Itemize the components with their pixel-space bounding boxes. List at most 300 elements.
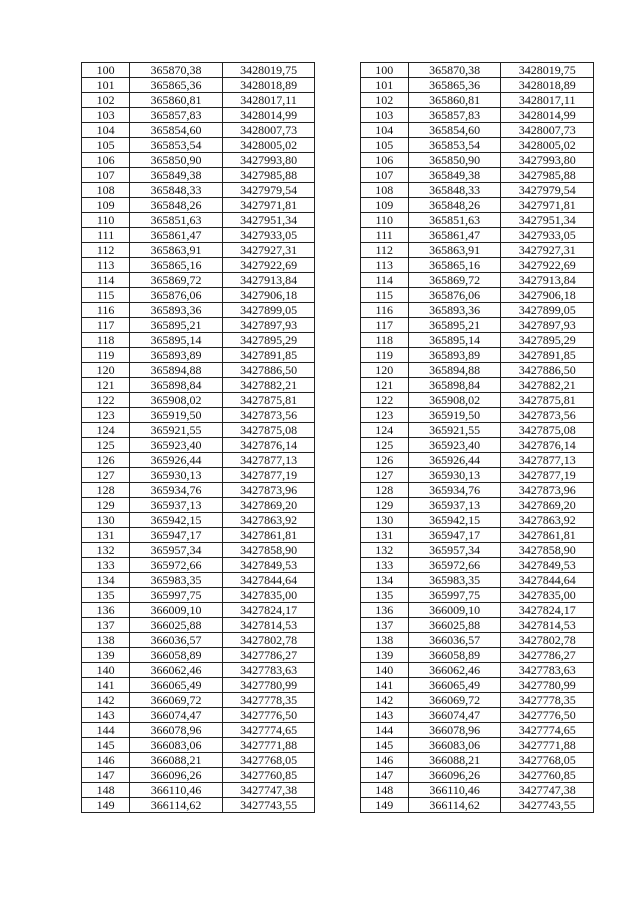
column-gap bbox=[315, 663, 360, 678]
left-y-coordinate-cell: 3428007,73 bbox=[222, 123, 315, 138]
table-row bbox=[82, 153, 594, 168]
column-gap bbox=[315, 783, 360, 798]
left-y-coordinate-cell: 3427899,05 bbox=[222, 303, 315, 318]
right-x-coordinate-cell: 365972,66 bbox=[408, 558, 501, 573]
table-row bbox=[82, 558, 594, 573]
table-row bbox=[82, 618, 594, 633]
column-gap bbox=[315, 798, 360, 813]
table-row bbox=[82, 333, 594, 348]
column-gap bbox=[315, 708, 360, 723]
left-y-coordinate-cell: 3427814,53 bbox=[222, 618, 315, 633]
column-gap bbox=[315, 573, 360, 588]
left-x-coordinate-cell: 365926,44 bbox=[130, 453, 223, 468]
left-y-coordinate-cell: 3427875,08 bbox=[222, 423, 315, 438]
left-y-coordinate-cell: 3427886,50 bbox=[222, 363, 315, 378]
table-row bbox=[82, 663, 594, 678]
table-row bbox=[82, 573, 594, 588]
right-x-coordinate-cell: 365857,83 bbox=[408, 108, 501, 123]
right-x-coordinate-cell: 365860,81 bbox=[408, 93, 501, 108]
right-x-coordinate-cell: 365870,38 bbox=[408, 63, 501, 78]
left-x-coordinate-cell: 365848,26 bbox=[130, 198, 223, 213]
right-point-number-cell: 120 bbox=[360, 363, 408, 378]
right-point-number-cell: 144 bbox=[360, 723, 408, 738]
right-x-coordinate-cell: 365854,60 bbox=[408, 123, 501, 138]
left-y-coordinate-cell: 3427882,21 bbox=[222, 378, 315, 393]
left-y-coordinate-cell: 3427774,65 bbox=[222, 723, 315, 738]
column-gap bbox=[315, 78, 360, 93]
column-gap bbox=[315, 273, 360, 288]
right-x-coordinate-cell: 366069,72 bbox=[408, 693, 501, 708]
right-point-number-cell: 123 bbox=[360, 408, 408, 423]
right-x-coordinate-cell: 365942,15 bbox=[408, 513, 501, 528]
column-gap bbox=[315, 108, 360, 123]
right-y-coordinate-cell: 3427771,88 bbox=[501, 738, 594, 753]
right-y-coordinate-cell: 3427979,54 bbox=[501, 183, 594, 198]
column-gap bbox=[315, 423, 360, 438]
column-gap bbox=[315, 528, 360, 543]
left-x-coordinate-cell: 365863,91 bbox=[130, 243, 223, 258]
right-point-number-cell: 129 bbox=[360, 498, 408, 513]
left-y-coordinate-cell: 3427922,69 bbox=[222, 258, 315, 273]
left-x-coordinate-cell: 365848,33 bbox=[130, 183, 223, 198]
column-gap bbox=[315, 618, 360, 633]
column-gap bbox=[315, 303, 360, 318]
right-point-number-cell: 122 bbox=[360, 393, 408, 408]
left-x-coordinate-cell: 365923,40 bbox=[130, 438, 223, 453]
column-gap bbox=[315, 258, 360, 273]
right-y-coordinate-cell: 3427951,34 bbox=[501, 213, 594, 228]
left-x-coordinate-cell: 366078,96 bbox=[130, 723, 223, 738]
right-y-coordinate-cell: 3427783,63 bbox=[501, 663, 594, 678]
column-gap bbox=[315, 408, 360, 423]
left-y-coordinate-cell: 3428017,11 bbox=[222, 93, 315, 108]
left-x-coordinate-cell: 365983,35 bbox=[130, 573, 223, 588]
left-point-number-cell: 101 bbox=[82, 78, 130, 93]
left-x-coordinate-cell: 365997,75 bbox=[130, 588, 223, 603]
left-y-coordinate-cell: 3427760,85 bbox=[222, 768, 315, 783]
right-point-number-cell: 145 bbox=[360, 738, 408, 753]
right-y-coordinate-cell: 3427891,85 bbox=[501, 348, 594, 363]
right-point-number-cell: 125 bbox=[360, 438, 408, 453]
right-point-number-cell: 133 bbox=[360, 558, 408, 573]
right-point-number-cell: 148 bbox=[360, 783, 408, 798]
table-row bbox=[82, 258, 594, 273]
right-point-number-cell: 102 bbox=[360, 93, 408, 108]
table-row bbox=[82, 318, 594, 333]
left-x-coordinate-cell: 365865,16 bbox=[130, 258, 223, 273]
left-point-number-cell: 105 bbox=[82, 138, 130, 153]
right-x-coordinate-cell: 365957,34 bbox=[408, 543, 501, 558]
left-point-number-cell: 111 bbox=[82, 228, 130, 243]
left-x-coordinate-cell: 365919,50 bbox=[130, 408, 223, 423]
left-y-coordinate-cell: 3427897,93 bbox=[222, 318, 315, 333]
table-row bbox=[82, 348, 594, 363]
left-y-coordinate-cell: 3427951,34 bbox=[222, 213, 315, 228]
left-point-number-cell: 139 bbox=[82, 648, 130, 663]
right-y-coordinate-cell: 3427778,35 bbox=[501, 693, 594, 708]
left-point-number-cell: 127 bbox=[82, 468, 130, 483]
right-x-coordinate-cell: 365851,63 bbox=[408, 213, 501, 228]
table-row bbox=[82, 528, 594, 543]
right-x-coordinate-cell: 365919,50 bbox=[408, 408, 501, 423]
left-point-number-cell: 130 bbox=[82, 513, 130, 528]
left-x-coordinate-cell: 365853,54 bbox=[130, 138, 223, 153]
right-y-coordinate-cell: 3428018,89 bbox=[501, 78, 594, 93]
left-point-number-cell: 128 bbox=[82, 483, 130, 498]
left-y-coordinate-cell: 3427802,78 bbox=[222, 633, 315, 648]
left-y-coordinate-cell: 3428018,89 bbox=[222, 78, 315, 93]
left-point-number-cell: 108 bbox=[82, 183, 130, 198]
table-row bbox=[82, 768, 594, 783]
right-x-coordinate-cell: 366058,89 bbox=[408, 648, 501, 663]
left-x-coordinate-cell: 365893,89 bbox=[130, 348, 223, 363]
left-y-coordinate-cell: 3427933,05 bbox=[222, 228, 315, 243]
left-x-coordinate-cell: 365898,84 bbox=[130, 378, 223, 393]
column-gap bbox=[315, 633, 360, 648]
right-x-coordinate-cell: 366096,26 bbox=[408, 768, 501, 783]
left-x-coordinate-cell: 366062,46 bbox=[130, 663, 223, 678]
column-gap bbox=[315, 738, 360, 753]
left-point-number-cell: 103 bbox=[82, 108, 130, 123]
left-y-coordinate-cell: 3427824,17 bbox=[222, 603, 315, 618]
right-point-number-cell: 146 bbox=[360, 753, 408, 768]
column-gap bbox=[315, 138, 360, 153]
column-gap bbox=[315, 558, 360, 573]
left-point-number-cell: 137 bbox=[82, 618, 130, 633]
right-point-number-cell: 124 bbox=[360, 423, 408, 438]
column-gap bbox=[315, 348, 360, 363]
table-row bbox=[82, 438, 594, 453]
left-y-coordinate-cell: 3427895,29 bbox=[222, 333, 315, 348]
column-gap bbox=[315, 123, 360, 138]
left-x-coordinate-cell: 365860,81 bbox=[130, 93, 223, 108]
left-y-coordinate-cell: 3427913,84 bbox=[222, 273, 315, 288]
right-y-coordinate-cell: 3427927,31 bbox=[501, 243, 594, 258]
table-row bbox=[82, 588, 594, 603]
table-row bbox=[82, 648, 594, 663]
left-y-coordinate-cell: 3427835,00 bbox=[222, 588, 315, 603]
right-y-coordinate-cell: 3427906,18 bbox=[501, 288, 594, 303]
coordinates-table-body bbox=[82, 63, 594, 813]
right-point-number-cell: 141 bbox=[360, 678, 408, 693]
column-gap bbox=[315, 438, 360, 453]
left-point-number-cell: 116 bbox=[82, 303, 130, 318]
table-row bbox=[82, 363, 594, 378]
left-y-coordinate-cell: 3427863,92 bbox=[222, 513, 315, 528]
left-x-coordinate-cell: 365957,34 bbox=[130, 543, 223, 558]
table-row bbox=[82, 378, 594, 393]
left-x-coordinate-cell: 365861,47 bbox=[130, 228, 223, 243]
left-point-number-cell: 106 bbox=[82, 153, 130, 168]
left-x-coordinate-cell: 365908,02 bbox=[130, 393, 223, 408]
table-row bbox=[82, 243, 594, 258]
right-point-number-cell: 100 bbox=[360, 63, 408, 78]
table-row bbox=[82, 408, 594, 423]
column-gap bbox=[315, 693, 360, 708]
column-gap bbox=[315, 198, 360, 213]
column-gap bbox=[315, 318, 360, 333]
left-x-coordinate-cell: 366025,88 bbox=[130, 618, 223, 633]
column-gap bbox=[315, 588, 360, 603]
left-point-number-cell: 123 bbox=[82, 408, 130, 423]
table-row bbox=[82, 483, 594, 498]
left-point-number-cell: 149 bbox=[82, 798, 130, 813]
left-x-coordinate-cell: 365947,17 bbox=[130, 528, 223, 543]
left-y-coordinate-cell: 3427747,38 bbox=[222, 783, 315, 798]
table-row bbox=[82, 198, 594, 213]
table-row bbox=[82, 168, 594, 183]
right-point-number-cell: 108 bbox=[360, 183, 408, 198]
right-y-coordinate-cell: 3428005,02 bbox=[501, 138, 594, 153]
left-x-coordinate-cell: 366058,89 bbox=[130, 648, 223, 663]
right-y-coordinate-cell: 3427849,53 bbox=[501, 558, 594, 573]
left-y-coordinate-cell: 3427844,64 bbox=[222, 573, 315, 588]
coordinates-table bbox=[81, 62, 594, 813]
left-x-coordinate-cell: 365895,21 bbox=[130, 318, 223, 333]
right-x-coordinate-cell: 366088,21 bbox=[408, 753, 501, 768]
right-x-coordinate-cell: 366074,47 bbox=[408, 708, 501, 723]
right-y-coordinate-cell: 3427873,96 bbox=[501, 483, 594, 498]
right-point-number-cell: 128 bbox=[360, 483, 408, 498]
right-x-coordinate-cell: 365869,72 bbox=[408, 273, 501, 288]
right-y-coordinate-cell: 3427786,27 bbox=[501, 648, 594, 663]
right-y-coordinate-cell: 3427743,55 bbox=[501, 798, 594, 813]
right-x-coordinate-cell: 366110,46 bbox=[408, 783, 501, 798]
column-gap bbox=[315, 63, 360, 78]
left-x-coordinate-cell: 365851,63 bbox=[130, 213, 223, 228]
right-y-coordinate-cell: 3427882,21 bbox=[501, 378, 594, 393]
right-point-number-cell: 140 bbox=[360, 663, 408, 678]
left-point-number-cell: 129 bbox=[82, 498, 130, 513]
right-y-coordinate-cell: 3427886,50 bbox=[501, 363, 594, 378]
column-gap bbox=[315, 648, 360, 663]
right-point-number-cell: 130 bbox=[360, 513, 408, 528]
column-gap bbox=[315, 543, 360, 558]
table-row bbox=[82, 753, 594, 768]
right-y-coordinate-cell: 3427863,92 bbox=[501, 513, 594, 528]
right-y-coordinate-cell: 3427876,14 bbox=[501, 438, 594, 453]
column-gap bbox=[315, 513, 360, 528]
right-y-coordinate-cell: 3427780,99 bbox=[501, 678, 594, 693]
table-row bbox=[82, 783, 594, 798]
table-row bbox=[82, 63, 594, 78]
right-y-coordinate-cell: 3427776,50 bbox=[501, 708, 594, 723]
left-y-coordinate-cell: 3427873,56 bbox=[222, 408, 315, 423]
right-x-coordinate-cell: 365865,36 bbox=[408, 78, 501, 93]
table-row bbox=[82, 213, 594, 228]
right-x-coordinate-cell: 365865,16 bbox=[408, 258, 501, 273]
right-y-coordinate-cell: 3427875,81 bbox=[501, 393, 594, 408]
right-point-number-cell: 115 bbox=[360, 288, 408, 303]
table-row bbox=[82, 93, 594, 108]
left-y-coordinate-cell: 3427875,81 bbox=[222, 393, 315, 408]
table-row bbox=[82, 678, 594, 693]
column-gap bbox=[315, 393, 360, 408]
right-y-coordinate-cell: 3427858,90 bbox=[501, 543, 594, 558]
right-x-coordinate-cell: 365908,02 bbox=[408, 393, 501, 408]
left-point-number-cell: 146 bbox=[82, 753, 130, 768]
right-y-coordinate-cell: 3427768,05 bbox=[501, 753, 594, 768]
left-y-coordinate-cell: 3427906,18 bbox=[222, 288, 315, 303]
right-x-coordinate-cell: 365861,47 bbox=[408, 228, 501, 243]
left-point-number-cell: 122 bbox=[82, 393, 130, 408]
left-point-number-cell: 133 bbox=[82, 558, 130, 573]
right-x-coordinate-cell: 365930,13 bbox=[408, 468, 501, 483]
right-y-coordinate-cell: 3427897,93 bbox=[501, 318, 594, 333]
right-x-coordinate-cell: 365923,40 bbox=[408, 438, 501, 453]
left-point-number-cell: 148 bbox=[82, 783, 130, 798]
right-x-coordinate-cell: 366036,57 bbox=[408, 633, 501, 648]
left-x-coordinate-cell: 365937,13 bbox=[130, 498, 223, 513]
right-y-coordinate-cell: 3427922,69 bbox=[501, 258, 594, 273]
left-x-coordinate-cell: 366083,06 bbox=[130, 738, 223, 753]
left-point-number-cell: 115 bbox=[82, 288, 130, 303]
table-row bbox=[82, 693, 594, 708]
right-y-coordinate-cell: 3427802,78 bbox=[501, 633, 594, 648]
left-x-coordinate-cell: 365972,66 bbox=[130, 558, 223, 573]
right-point-number-cell: 138 bbox=[360, 633, 408, 648]
left-point-number-cell: 143 bbox=[82, 708, 130, 723]
left-y-coordinate-cell: 3428005,02 bbox=[222, 138, 315, 153]
left-point-number-cell: 125 bbox=[82, 438, 130, 453]
right-x-coordinate-cell: 365863,91 bbox=[408, 243, 501, 258]
left-point-number-cell: 134 bbox=[82, 573, 130, 588]
table-row bbox=[82, 273, 594, 288]
right-y-coordinate-cell: 3427760,85 bbox=[501, 768, 594, 783]
right-x-coordinate-cell: 365898,84 bbox=[408, 378, 501, 393]
table-row bbox=[82, 138, 594, 153]
left-point-number-cell: 112 bbox=[82, 243, 130, 258]
left-x-coordinate-cell: 365857,83 bbox=[130, 108, 223, 123]
column-gap bbox=[315, 603, 360, 618]
left-x-coordinate-cell: 366074,47 bbox=[130, 708, 223, 723]
right-x-coordinate-cell: 365850,90 bbox=[408, 153, 501, 168]
right-x-coordinate-cell: 366065,49 bbox=[408, 678, 501, 693]
left-point-number-cell: 114 bbox=[82, 273, 130, 288]
left-y-coordinate-cell: 3427783,63 bbox=[222, 663, 315, 678]
right-x-coordinate-cell: 365894,88 bbox=[408, 363, 501, 378]
right-x-coordinate-cell: 365983,35 bbox=[408, 573, 501, 588]
column-gap bbox=[315, 228, 360, 243]
right-x-coordinate-cell: 365893,36 bbox=[408, 303, 501, 318]
table-row bbox=[82, 708, 594, 723]
table-row bbox=[82, 453, 594, 468]
right-point-number-cell: 113 bbox=[360, 258, 408, 273]
left-point-number-cell: 140 bbox=[82, 663, 130, 678]
right-x-coordinate-cell: 365849,38 bbox=[408, 168, 501, 183]
left-x-coordinate-cell: 366110,46 bbox=[130, 783, 223, 798]
column-gap bbox=[315, 213, 360, 228]
right-point-number-cell: 103 bbox=[360, 108, 408, 123]
right-point-number-cell: 136 bbox=[360, 603, 408, 618]
left-point-number-cell: 118 bbox=[82, 333, 130, 348]
right-x-coordinate-cell: 366114,62 bbox=[408, 798, 501, 813]
right-y-coordinate-cell: 3428007,73 bbox=[501, 123, 594, 138]
right-point-number-cell: 116 bbox=[360, 303, 408, 318]
left-point-number-cell: 147 bbox=[82, 768, 130, 783]
left-point-number-cell: 117 bbox=[82, 318, 130, 333]
left-y-coordinate-cell: 3427971,81 bbox=[222, 198, 315, 213]
right-y-coordinate-cell: 3427861,81 bbox=[501, 528, 594, 543]
right-y-coordinate-cell: 3427844,64 bbox=[501, 573, 594, 588]
left-x-coordinate-cell: 365895,14 bbox=[130, 333, 223, 348]
left-point-number-cell: 124 bbox=[82, 423, 130, 438]
left-y-coordinate-cell: 3427869,20 bbox=[222, 498, 315, 513]
right-x-coordinate-cell: 365947,17 bbox=[408, 528, 501, 543]
right-y-coordinate-cell: 3427824,17 bbox=[501, 603, 594, 618]
right-point-number-cell: 110 bbox=[360, 213, 408, 228]
left-x-coordinate-cell: 366069,72 bbox=[130, 693, 223, 708]
right-y-coordinate-cell: 3427877,19 bbox=[501, 468, 594, 483]
right-x-coordinate-cell: 365895,21 bbox=[408, 318, 501, 333]
right-point-number-cell: 135 bbox=[360, 588, 408, 603]
left-y-coordinate-cell: 3427743,55 bbox=[222, 798, 315, 813]
right-y-coordinate-cell: 3427993,80 bbox=[501, 153, 594, 168]
right-point-number-cell: 119 bbox=[360, 348, 408, 363]
right-x-coordinate-cell: 365848,33 bbox=[408, 183, 501, 198]
left-y-coordinate-cell: 3427993,80 bbox=[222, 153, 315, 168]
right-point-number-cell: 117 bbox=[360, 318, 408, 333]
table-row bbox=[82, 513, 594, 528]
left-y-coordinate-cell: 3427877,13 bbox=[222, 453, 315, 468]
column-gap bbox=[315, 243, 360, 258]
right-point-number-cell: 111 bbox=[360, 228, 408, 243]
right-x-coordinate-cell: 365937,13 bbox=[408, 498, 501, 513]
right-x-coordinate-cell: 366078,96 bbox=[408, 723, 501, 738]
left-x-coordinate-cell: 365865,36 bbox=[130, 78, 223, 93]
table-row bbox=[82, 123, 594, 138]
right-x-coordinate-cell: 365848,26 bbox=[408, 198, 501, 213]
right-y-coordinate-cell: 3428017,11 bbox=[501, 93, 594, 108]
right-y-coordinate-cell: 3427814,53 bbox=[501, 618, 594, 633]
left-point-number-cell: 145 bbox=[82, 738, 130, 753]
right-point-number-cell: 132 bbox=[360, 543, 408, 558]
right-y-coordinate-cell: 3427933,05 bbox=[501, 228, 594, 243]
left-x-coordinate-cell: 365876,06 bbox=[130, 288, 223, 303]
column-gap bbox=[315, 498, 360, 513]
left-point-number-cell: 136 bbox=[82, 603, 130, 618]
left-point-number-cell: 113 bbox=[82, 258, 130, 273]
table-row bbox=[82, 108, 594, 123]
left-y-coordinate-cell: 3427768,05 bbox=[222, 753, 315, 768]
table-row bbox=[82, 78, 594, 93]
right-point-number-cell: 118 bbox=[360, 333, 408, 348]
right-point-number-cell: 106 bbox=[360, 153, 408, 168]
right-point-number-cell: 142 bbox=[360, 693, 408, 708]
left-x-coordinate-cell: 365934,76 bbox=[130, 483, 223, 498]
left-y-coordinate-cell: 3427877,19 bbox=[222, 468, 315, 483]
left-x-coordinate-cell: 365850,90 bbox=[130, 153, 223, 168]
left-point-number-cell: 142 bbox=[82, 693, 130, 708]
right-point-number-cell: 101 bbox=[360, 78, 408, 93]
right-x-coordinate-cell: 365853,54 bbox=[408, 138, 501, 153]
right-x-coordinate-cell: 365934,76 bbox=[408, 483, 501, 498]
left-x-coordinate-cell: 366096,26 bbox=[130, 768, 223, 783]
right-x-coordinate-cell: 365876,06 bbox=[408, 288, 501, 303]
left-y-coordinate-cell: 3427771,88 bbox=[222, 738, 315, 753]
left-x-coordinate-cell: 365894,88 bbox=[130, 363, 223, 378]
left-x-coordinate-cell: 365942,15 bbox=[130, 513, 223, 528]
right-point-number-cell: 104 bbox=[360, 123, 408, 138]
right-point-number-cell: 109 bbox=[360, 198, 408, 213]
left-point-number-cell: 135 bbox=[82, 588, 130, 603]
right-x-coordinate-cell: 366083,06 bbox=[408, 738, 501, 753]
right-x-coordinate-cell: 365895,14 bbox=[408, 333, 501, 348]
left-y-coordinate-cell: 3427876,14 bbox=[222, 438, 315, 453]
column-gap bbox=[315, 183, 360, 198]
left-y-coordinate-cell: 3427873,96 bbox=[222, 483, 315, 498]
right-point-number-cell: 137 bbox=[360, 618, 408, 633]
